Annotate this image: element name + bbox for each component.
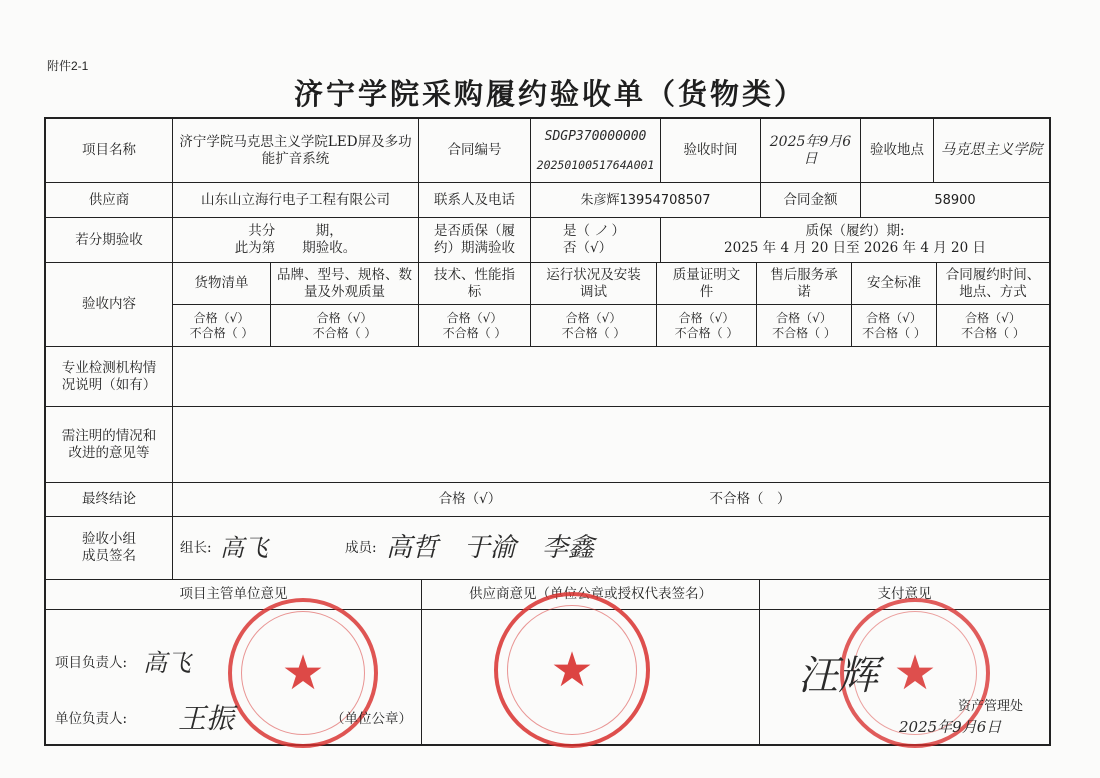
- project-name-value: 济宁学院马克思主义学院LED屏及多功能扩音系统: [179, 133, 412, 167]
- inspection-header-after-sales: 售后服务承诺: [770, 266, 838, 300]
- contract-amount-value: 58900: [934, 192, 976, 208]
- supplier-label: 供应商: [88, 191, 130, 208]
- project-leader-signature: 高飞: [143, 648, 191, 677]
- acceptance-time-label: 验收时间: [683, 142, 738, 158]
- inspection-result-contract-performance: 合格（√） 不合格（ ）: [961, 310, 1025, 340]
- inspection-header-operation: 运行状况及安装调试: [546, 266, 641, 300]
- inspection-result-technical: 合格（√） 不合格（ ）: [442, 310, 507, 340]
- inspection-header-quality-docs: 质量证明文件: [672, 266, 741, 300]
- phase-value: [173, 218, 418, 262]
- notes-label: 需注明的情况和改进的意见等: [61, 427, 157, 461]
- supplier-seal-inner-ring: [507, 605, 637, 735]
- inspection-result-brand-model: 合格（√） 不合格（ ）: [312, 310, 377, 340]
- inspection-result-goods-list: 合格（√） 不合格（ ）: [189, 310, 254, 340]
- contract-no-label: 合同编号: [447, 142, 502, 158]
- team-members-label: 成员:: [345, 539, 377, 556]
- inspection-header-safety: 安全标准: [867, 275, 921, 291]
- warranty-question-line2: 约）期满验收: [434, 240, 515, 256]
- professional-inspection-label: 专业检测机构情况说明（如有）: [61, 359, 157, 393]
- final-conclusion-fail: 不合格（ ）: [709, 491, 791, 507]
- asset-seal-star: ★: [893, 645, 937, 701]
- warranty-yes: 是（ ノ ）: [563, 223, 625, 239]
- acceptance-place-value: 马克思主义学院: [940, 142, 1043, 158]
- inspection-label: 验收内容: [82, 296, 136, 312]
- inspection-header-goods-list: 货物清单: [194, 275, 249, 291]
- yes-handwritten-mark: ノ: [594, 223, 608, 239]
- project-name-label: 项目名称: [82, 142, 136, 158]
- inspection-header-brand-model: 品牌、型号、规格、数量及外观质量: [277, 266, 412, 300]
- final-conclusion-pass: 合格（√）: [438, 491, 502, 507]
- payment-date: 2025年9月6日: [899, 717, 1002, 736]
- payment-opinion-header: 支付意见: [877, 586, 932, 602]
- payment-signature: 汪辉: [798, 652, 878, 699]
- warranty-period-range: 2025 年 4 月 20 日至 2026 年 4 月 20 日: [724, 240, 986, 256]
- phase-label: 若分期验收: [75, 231, 143, 248]
- warranty-question: [419, 218, 530, 262]
- supplier-value: 山东山立海行电子工程有限公司: [201, 191, 390, 208]
- table-border-right: [1049, 117, 1051, 746]
- phase-line2: 此为第 期验收。: [234, 240, 357, 256]
- dept-opinion-header: 项目主管单位意见: [179, 586, 288, 602]
- inspection-header-contract-performance: 合同履约时间、地点、方式: [945, 266, 1041, 300]
- supplier-opinion-header: 供应商意见（单位公章或授权代表签名）: [469, 586, 712, 602]
- unit-seal-label: （单位公章）: [331, 710, 412, 727]
- phase-line1: 共分 期，: [248, 223, 343, 239]
- warranty-period: [661, 218, 1049, 262]
- left-seal-star: ★: [281, 645, 325, 701]
- team-signature-label: 验收小组成员签名: [82, 531, 136, 564]
- attachment-label: 附件2-1: [47, 59, 89, 73]
- unit-leader-label: 单位负责人:: [55, 710, 128, 727]
- contract-no-line2: 2025010051764A001: [536, 157, 655, 172]
- form-title: 济宁学院采购履约验收单（货物类）: [293, 77, 806, 111]
- warranty-period-label: 质保（履约）期:: [805, 223, 905, 239]
- inspection-result-after-sales: 合格（√） 不合格（ ）: [772, 310, 836, 340]
- inspection-result-safety: 合格（√） 不合格（ ）: [862, 310, 926, 340]
- contract-no-line1: SDGP370000000: [544, 128, 647, 144]
- acceptance-time-value: 2025年9月6日: [769, 133, 852, 167]
- unit-leader-signature: 王振: [178, 701, 235, 735]
- supplier-official-seal-icon: [494, 592, 650, 748]
- notes-value: [173, 407, 1049, 482]
- warranty-answer: [531, 218, 660, 262]
- supplier-seal-star: ★: [550, 642, 594, 698]
- warranty-no: 否（√）: [563, 240, 613, 256]
- team-members-signature: 高哲 于渝 李鑫: [386, 532, 595, 563]
- inspection-result-operation: 合格（√） 不合格（ ）: [561, 310, 626, 340]
- final-conclusion-label: 最终结论: [82, 491, 136, 507]
- contact-label: 联系人及电话: [434, 191, 515, 208]
- contact-value: 朱彦辉13954708507: [580, 192, 711, 208]
- acceptance-place-label: 验收地点: [870, 142, 924, 158]
- warranty-question-line1: 是否质保（履: [434, 223, 515, 239]
- inspection-result-quality-docs: 合格（√） 不合格（ ）: [674, 310, 739, 340]
- team-leader-label: 组长:: [180, 539, 212, 556]
- contract-amount-label: 合同金额: [783, 191, 838, 208]
- asset-office-label: 资产管理处: [958, 698, 1024, 714]
- project-leader-label: 项目负责人:: [55, 654, 128, 671]
- contract-no-value: [531, 119, 660, 182]
- team-leader-signature: 高飞: [220, 533, 268, 562]
- professional-inspection-value: [173, 347, 1049, 406]
- inspection-header-technical: 技术、性能指标: [434, 266, 515, 300]
